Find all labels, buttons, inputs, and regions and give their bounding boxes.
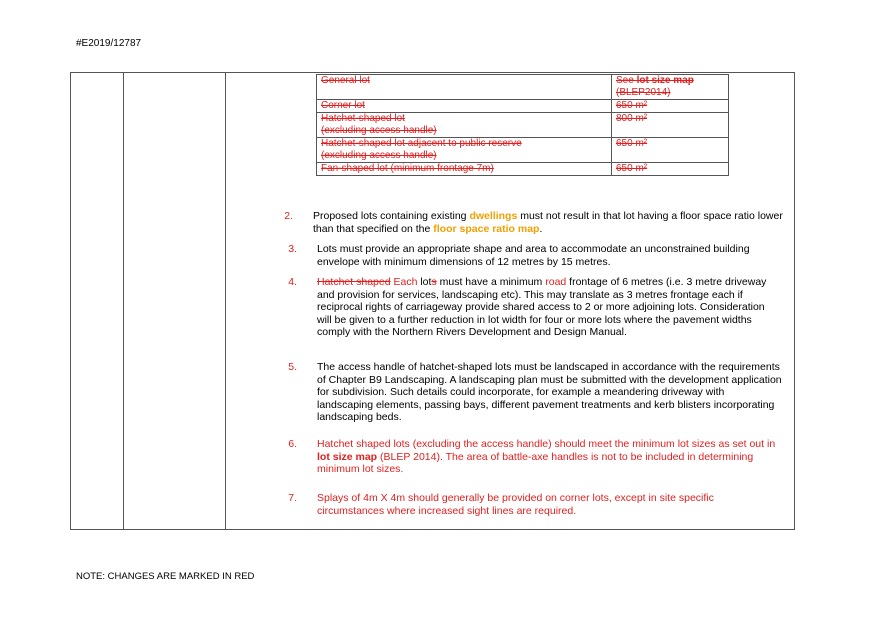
column-divider-1 [123,72,124,530]
table-row [317,113,729,138]
item-number: 3. [288,243,297,255]
column-divider-2 [225,72,226,530]
footer-note: NOTE: CHANGES ARE MARKED IN RED [76,571,255,582]
lot-size-cell: 650 m² [612,138,729,163]
document-reference: #E2019/12787 [76,38,142,49]
item-text: Lots must provide an appropriate shape and area to accommodate an unconstrained building envelope with minimum dimensions of 12 metres by 15 metres. [317,243,750,268]
lot-size-cell: See lot size map (BLEP2014) [612,75,729,100]
table-row [317,75,729,100]
table-row [317,100,729,113]
lot-type-cell: Hatchet-shaped lot adjacent to public reserve (excluding access handle) [317,138,612,163]
item-number: 5. [288,361,297,373]
lot-size-cell: 650 m² [612,163,729,176]
item-text: Proposed lots containing existing dwellings must not result in that lot having a floor space ratio lower than that specified on the floor space ratio map. [313,210,783,235]
item-number: 7. [288,492,297,504]
lot-type-cell: Fan-shaped lot (minimum frontage 7m) [317,163,612,176]
lot-size-table [316,74,729,176]
item-text: Hatchet shaped lots (excluding the access handle) should meet the minimum lot sizes as set out in lot size map (BLEP 2014). The area of battle-axe handles is not to be included in determining minimum lot sizes. [317,438,776,475]
item-number: 2. [284,210,293,222]
lot-type-cell: Corner lot [317,100,612,113]
item-text: Splays of 4m X 4m should generally be provided on corner lots, except in site specific circumstances where increased sight lines are required. [317,492,714,517]
lot-type-cell: General lot [317,75,612,100]
lot-size-cell: 800 m² [612,113,729,138]
table-row [317,138,729,163]
item-number: 6. [288,438,297,450]
lot-type-cell: Hatchet-shaped lot (excluding access handle) [317,113,612,138]
table-row [317,163,729,176]
lot-size-cell: 650 m² [612,100,729,113]
item-text: Hatchet shaped Each lots must have a minimum road frontage of 6 metres (i.e. 3 metre driveway and provision for services, landscaping etc). This may translate as 3 metres frontage each if reciprocal rights of carriageway provide shared access to 2 or more adjoining lots. Consideration will be given to a further reduction in lot width for four or more lots where the pavement widths comply with the Northern Rivers Development and Design Manual. [317,276,767,338]
item-number: 4. [288,276,297,288]
item-text: The access handle of hatchet-shaped lots must be landscaped in accordance with the requirements of Chapter B9 Landscaping. A landscaping plan must be submitted with the development application for subdivision. Such details could incorporate, for example a meandering driveway with landscaping elements, passing bays, different pavement treatments and kerb blisters incorporating landscaping beds. [317,361,782,423]
